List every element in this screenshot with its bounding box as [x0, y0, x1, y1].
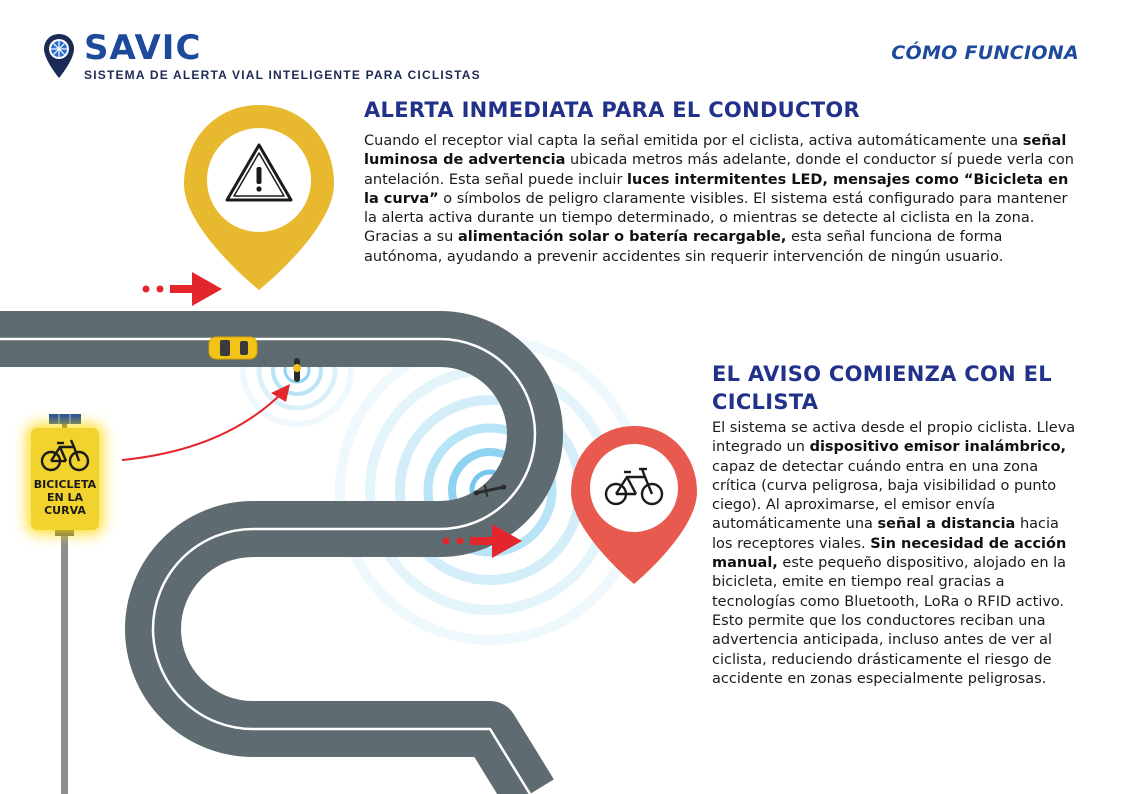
cyclist-alert-text — [712, 419, 1082, 689]
driver-alert-title: ALERTA INMEDIATA PARA EL CONDUCTOR — [364, 98, 860, 122]
text-segment: Cuando el receptor vial capta la señal emitida por el ciclista, activa automáticamente una — [364, 133, 1023, 149]
pole-clamp — [55, 530, 74, 536]
cyclist-icon — [293, 358, 301, 382]
bold-text-segment: señal luminosa de advertencia — [364, 133, 1067, 169]
sign-pole — [61, 530, 68, 794]
text-segment: hacia los receptores viales. — [712, 516, 1059, 552]
road-sign-text: BICICLETA EN LA CURVA — [33, 478, 97, 517]
text-segment: este pequeño dispositivo, alojado en la bicicleta, emite en tiempo real gracias a tecnologías como Bluetooth, LoRa o RFID activo. Esto permite que los conductores reciban una advertencia anticipada, incluso antes de ver al ciclista, reduciendo drásticamente el riesgo de accidente en zonas especialmente peligrosas. — [712, 555, 1067, 687]
warning-pin — [184, 105, 334, 290]
section-tag: CÓMO FUNCIONA — [891, 42, 1079, 64]
text-segment: capaz de detectar cuándo entra en una zona crítica (curva peligrosa, baja visibilidad o punto ciego). Al aproximarse, el emisor envía automáticamente una — [712, 458, 1057, 533]
text-segment: o símbolos de peligro claramente visibles. El sistema está configurado para mantener la alerta activa durante un tiempo determinado, o mientras se detecte al ciclista en la zona. Gracias a su — [364, 190, 1068, 246]
text-segment: ubicada metros más adelante, donde el conductor sí puede verla con antelación. Esta señal puede incluir — [364, 152, 1074, 188]
car-icon — [209, 337, 257, 359]
text-segment: El sistema se activa desde el propio ciclista. Lleva integrado un — [712, 420, 1076, 456]
arrow-right-icon — [143, 272, 223, 306]
signal-arrow — [122, 392, 283, 460]
driver-alert-text — [364, 132, 1084, 267]
cyclist-alert-title: EL AVISO COMIENZA CON EL CICLISTA — [712, 362, 1052, 414]
solar-panel-icon — [49, 414, 81, 429]
bold-text-segment: luces intermitentes LED, mensajes como “Bicicleta en la curva” — [364, 171, 1069, 207]
road-sign — [31, 428, 99, 530]
bicycle-icon — [31, 428, 99, 478]
bold-text-segment: alimentación solar o batería recargable, — [457, 229, 787, 246]
bold-text-segment: señal a distancia — [877, 516, 1016, 533]
brand-title: SAVIC — [84, 28, 202, 68]
brand-tagline: SISTEMA DE ALERTA VIAL INTELIGENTE PARA CICLISTAS — [84, 68, 481, 82]
bold-text-segment: dispositivo emisor inalámbrico, — [809, 439, 1067, 456]
text-segment: esta señal funciona de forma autónoma, ayudando a prevenir accidentes sin requerir intervención de ningún usuario. — [364, 229, 1004, 265]
bold-text-segment: Sin necesidad de acción manual, — [712, 535, 1067, 572]
